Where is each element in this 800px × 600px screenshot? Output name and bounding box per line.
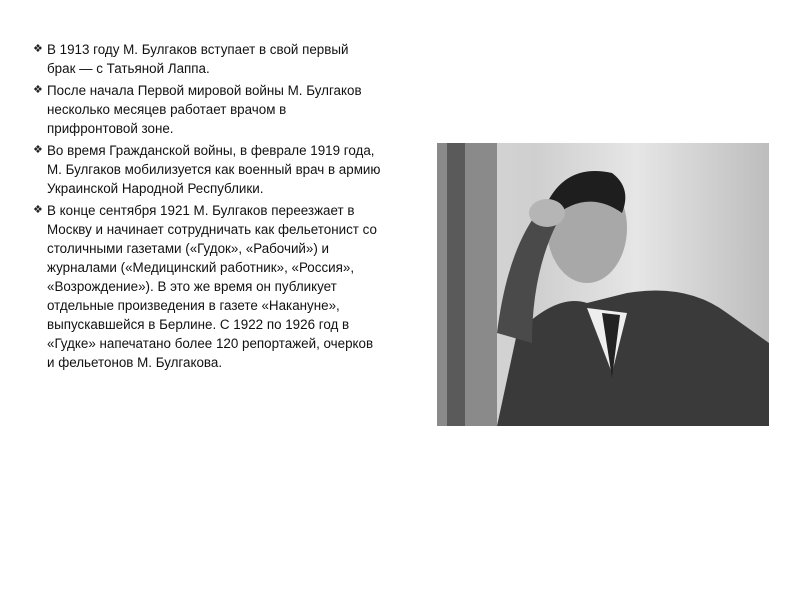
text-line: выпускавшейся в Берлине. С 1922 по 1926 год в xyxy=(47,317,350,332)
text-line: столичными газетами («Гудок», «Рабочий») и xyxy=(47,241,330,256)
text-line: прифронтовой зоне. xyxy=(47,121,174,136)
text-line: После начала Первой мировой войны М. Булгаков xyxy=(47,83,362,98)
text-line: Москву и начинает сотрудничать как фельетонист со xyxy=(47,222,377,237)
text-line: «Возрождение»). В это же время он публикует xyxy=(47,279,337,294)
text-line: Украинской Народной Республики. xyxy=(47,181,264,196)
bullet-item xyxy=(33,40,433,78)
text-line: М. Булгаков мобилизуется как военный врач в армию xyxy=(47,162,381,177)
text-line: журналами («Медицинский работник», «Россия», xyxy=(47,260,355,275)
text-line: отдельные произведения в газете «Накануне», xyxy=(47,298,340,313)
text-line: брак — с Татьяной Лаппа. xyxy=(47,61,210,76)
text-line: Во время Гражданской войны, в феврале 1919 года, xyxy=(47,143,375,158)
bullet-item xyxy=(33,141,433,198)
portrait-photo-icon xyxy=(437,143,769,426)
text-line: В 1913 году М. Булгаков вступает в свой первый xyxy=(47,42,349,57)
text-line: и фельетонов М. Булгакова. xyxy=(47,355,223,370)
text-line: «Гудке» напечатано более 120 репортажей, очерков xyxy=(47,336,374,351)
slide-text xyxy=(33,40,433,375)
text-line: несколько месяцев работает врачом в xyxy=(47,102,287,117)
bullet-item xyxy=(33,201,433,372)
bullet-item xyxy=(33,81,433,138)
diamond-bullet-icon: ❖ xyxy=(33,43,43,55)
diamond-bullet-icon: ❖ xyxy=(33,144,43,156)
diamond-bullet-icon: ❖ xyxy=(33,204,43,216)
text-line: В конце сентября 1921 М. Булгаков переезжает в xyxy=(47,203,355,218)
portrait-photo xyxy=(437,143,769,426)
diamond-bullet-icon: ❖ xyxy=(33,84,43,96)
